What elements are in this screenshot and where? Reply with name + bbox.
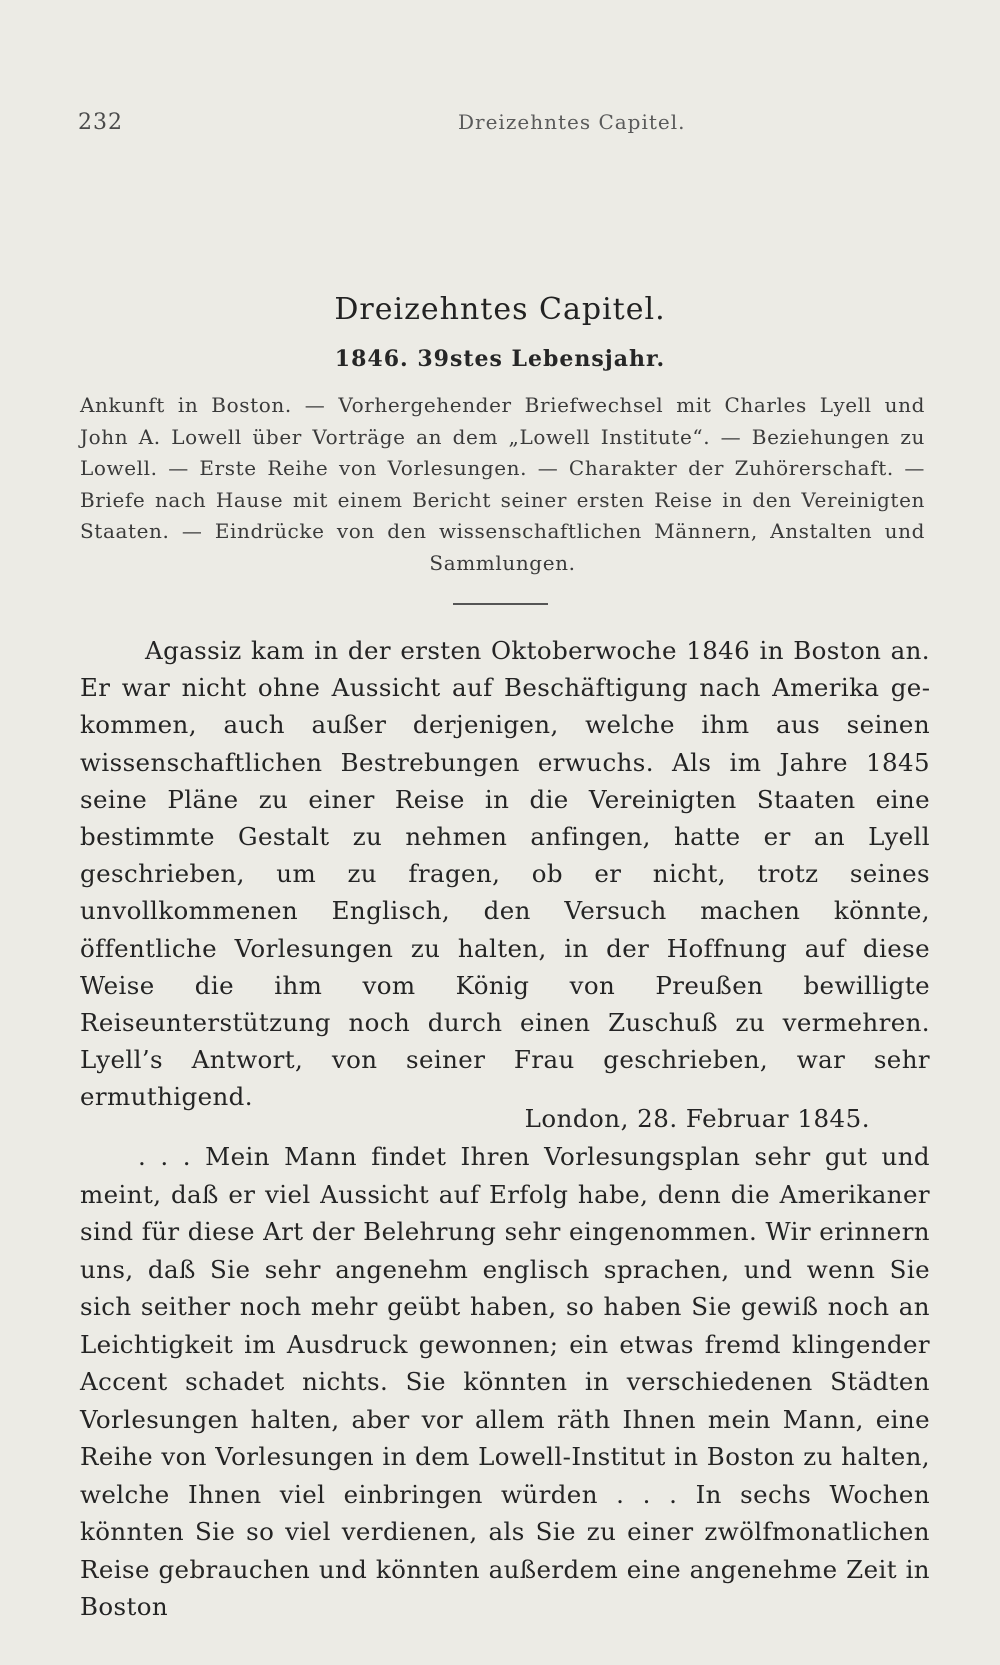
running-head: Dreizehntes Capitel. — [458, 110, 686, 134]
chapter-title: Dreizehntes Capitel. — [334, 292, 666, 327]
chapter-subtitle: 1846. 39stes Lebensjahr. — [334, 346, 666, 372]
chapter-summary: Ankunft in Boston. — Vorhergehender Briefwechsel mit Charles Lyell und John A. Lowell über Vorträge an dem „Lowell Institute“. — Beziehungen zu Lowell. — Erste Reihe von Vorlesungen. — Charakter der Zuhörerschaft. — Briefe nach Hause mit einem Bericht seiner ersten Reise in den Vereinigten Staaten. — Eindrücke von den wissenschaftlichen Männern, Anstalten und Sammlungen. — [80, 393, 925, 575]
page-header — [78, 110, 930, 140]
letter-dateline: London, 28. Februar 1845. — [524, 1104, 870, 1133]
page-number: 232 — [78, 110, 123, 135]
section-divider — [453, 603, 548, 605]
body-paragraph-1: Agassiz kam in der ersten Oktoberwoche 1846 in Boston an. Er war nicht ohne Aussicht auf Beschäftigung nach Amerika gekommen, auch außer derjenigen, welche ihm aus seinen wissenschaftlichen Bestrebungen erwuchs. Als im Jahre 1845 seine Pläne zu einer Reise in die Vereinigten Staaten eine bestimmte Gestalt zu nehmen anfingen, hatte er an Lyell geschrieben, um zu fragen, ob er nicht, trotz seines unvollkommenen Englisch, den Versuch machen könnte, öffentliche Vorlesungen zu halten, in der Hoffnung auf diese Weise die ihm vom König von Preußen bewilligte Reiseunterstützung noch durch einen Zuschuß zu vermehren. Lyell’s Antwort, von seiner Frau geschrieben, war sehr ermuthigend. — [80, 636, 930, 1112]
body-paragraph-2: . . . Mein Mann findet Ihren Vorlesungsplan sehr gut und meint, daß er viel Aussicht auf Erfolg habe, denn die Amerikaner sind für diese Art der Belehrung sehr eingenommen. Wir erinnern uns, daß Sie sehr angenehm englisch sprachen, und wenn Sie sich seither noch mehr geübt haben, so haben Sie gewiß noch an Leichtigkeit im Ausdruck gewonnen; ein etwas fremd klingender Accent schadet nichts. Sie könnten in verschiedenen Städten Vorlesungen halten, aber vor allem räth Ihnen mein Mann, eine Reihe von Vorlesungen in dem Lowell-Institut in Boston zu halten, welche Ihnen viel einbringen würden . . . In sechs Wochen könnten Sie so viel verdienen, als Sie zu einer zwölfmonatlichen Reise gebrauchen und könnten außerdem eine angenehme Zeit in Boston — [80, 1142, 930, 1621]
